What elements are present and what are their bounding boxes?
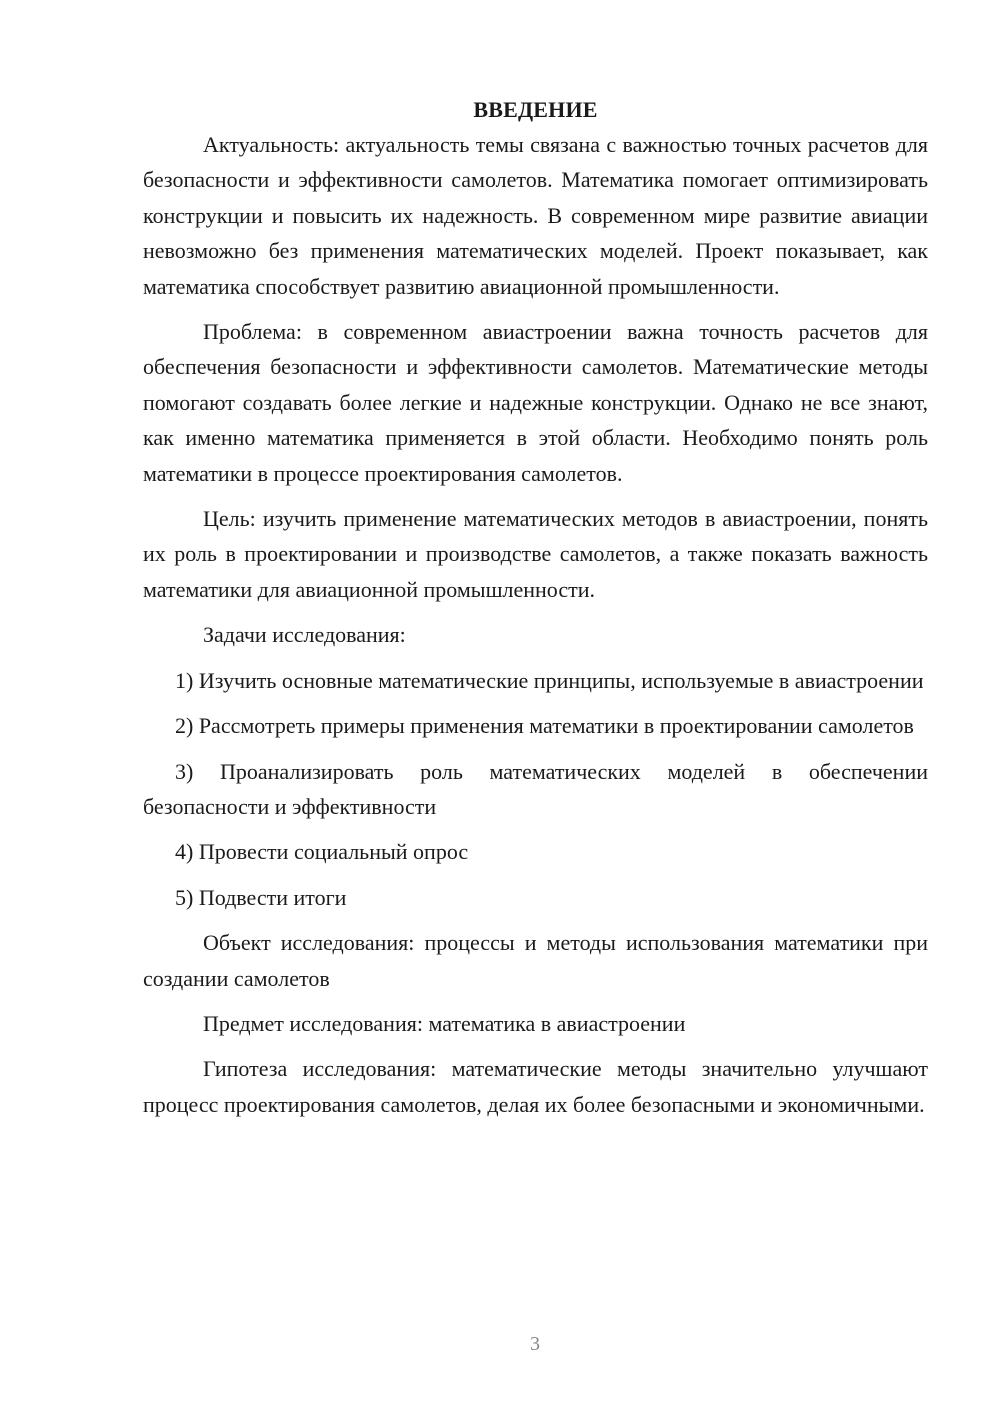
task-item-1: 1) Изучить основные математические принципы, используемые в авиастроении bbox=[175, 667, 924, 693]
task-item-4: 4) Провести социальный опрос bbox=[175, 839, 469, 865]
page-number: 3 bbox=[530, 1333, 540, 1355]
page-title: ВВЕДЕНИЕ bbox=[473, 97, 598, 122]
task-item-2: 2) Рассмотреть примеры применения математики в проектировании самолетов bbox=[175, 713, 914, 739]
paragraph-object: Объект исследования: процессы и методы использования математики при создании самолетов bbox=[143, 930, 928, 991]
task-item-3: 3) Проанализировать роль математических моделей в обеспечении безопасности и эффективности bbox=[143, 758, 928, 819]
paragraph-goal: Цель: изучить применение математических методов в авиастроении, понять их роль в проектировании и производстве самолетов, а также показать важность математики для авиационной промышленности. bbox=[143, 506, 928, 602]
paragraph-subject: Предмет исследования: математика в авиастроении bbox=[203, 1010, 686, 1036]
tasks-heading: Задачи исследования: bbox=[203, 622, 406, 648]
document-page bbox=[143, 92, 928, 1122]
paragraph-actuality: Актуальность: актуальность темы связана с важностью точных расчетов для безопасности и эффективности самолетов. Математика помогает оптимизировать конструкции и повысить их надежность. В современном мире развитие авиации невозможно без применения математических моделей. Проект показывает, как математика способствует развитию авиационной промышленности. bbox=[143, 132, 928, 299]
paragraph-hypothesis: Гипотеза исследования: математические методы значительно улучшают процесс проектирования самолетов, делая их более безопасными и экономичными. bbox=[143, 1056, 928, 1117]
task-item-5: 5) Подвести итоги bbox=[175, 884, 347, 910]
paragraph-problem: Проблема: в современном авиастроении важна точность расчетов для обеспечения безопасности и эффективности самолетов. Математические методы помогают создавать более легкие и надежные конструкции. Однако не все знают, как именно математика применяется в этой области. Необходимо понять роль математики в процессе проектирования самолетов. bbox=[143, 319, 928, 486]
